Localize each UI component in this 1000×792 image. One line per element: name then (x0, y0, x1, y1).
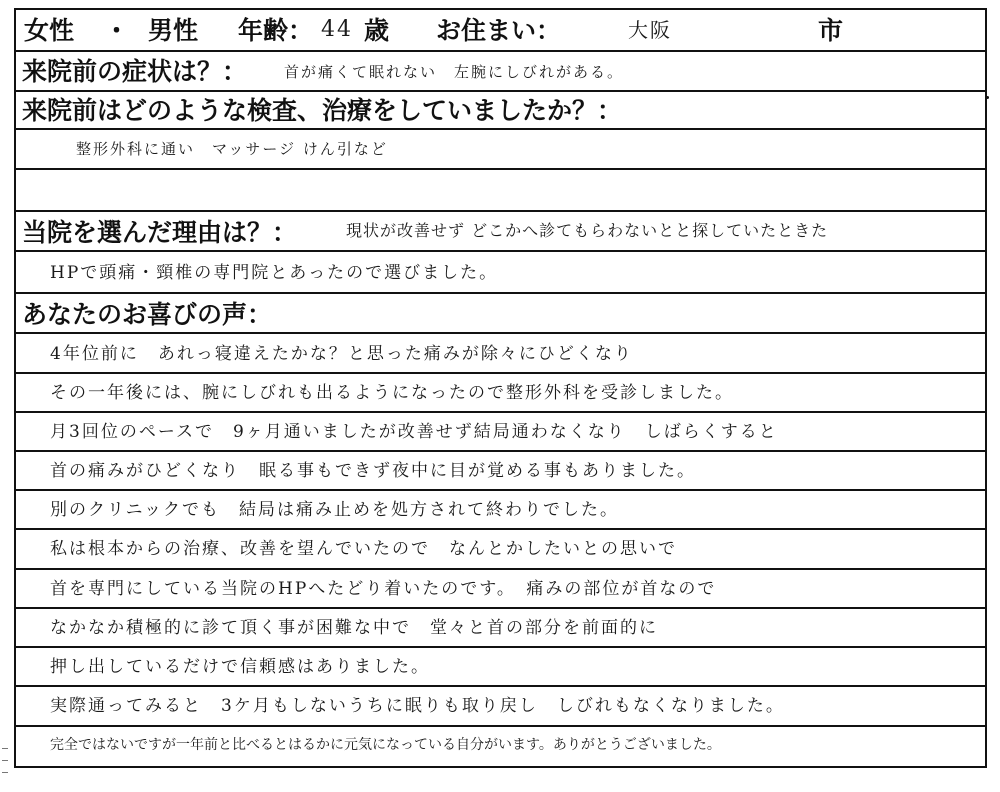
reason-row (16, 212, 985, 252)
voice-line-row (16, 570, 985, 609)
treatment-row (16, 92, 985, 130)
female-label: 女性 (24, 16, 75, 45)
reason-answer-row2 (16, 252, 985, 294)
voice-line: 実際通ってみると 3ケ月もしないうちに眠りも取り戻し しびれもなくなりました。 (50, 696, 785, 716)
treatment-answer-line2 (16, 170, 985, 212)
voice-line-row (16, 452, 985, 491)
age-unit: 歳 (364, 16, 390, 45)
separator-dot: ・ (104, 16, 130, 45)
reason-question: 当院を選んだ理由は？： (22, 218, 298, 247)
voice-line: 押し出しているだけで信頼感はありました。 (50, 657, 430, 677)
voice-line-row (16, 727, 985, 765)
voice-line-row (16, 648, 985, 687)
voice-line: 完全ではないですが一年前と比べるとはるかに元気になっている自分がいます。ありがとうございました。 (50, 737, 721, 753)
voice-line-row (16, 491, 985, 530)
symptoms-question: 来院前の症状は？： (22, 57, 248, 86)
testimonial-form (14, 8, 987, 768)
symptoms-row (16, 52, 985, 92)
header-row (16, 10, 985, 52)
voice-line: 首の痛みがひどくなり 眠る事もできず夜中に目が覚める事もありました。 (50, 461, 696, 481)
reason-answer-line2: HPで頭痛・頸椎の専門院とあったので選びました。 (50, 263, 499, 283)
age-label: 年齢： (238, 16, 314, 45)
male-label: 男性 (148, 16, 199, 45)
voice-line: なかなか積極的に診て頂く事が困難な中で 堂々と首の部分を前面的に (50, 618, 658, 638)
residence-value: 大阪 (628, 18, 672, 42)
city-unit: 市 (818, 16, 844, 45)
voice-line-row (16, 687, 985, 727)
voice-line-row (16, 334, 985, 374)
voice-heading-row (16, 294, 985, 334)
scan-edge-mark (2, 772, 8, 773)
voice-line: 私は根本からの治療、改善を望んでいたので なんとかしたいとの思いで (50, 539, 677, 559)
voice-line-row (16, 530, 985, 570)
voice-line-row (16, 609, 985, 648)
age-value: 44 (321, 17, 353, 42)
treatment-answer: 整形外科に通い マッサージ けん引など (76, 140, 388, 158)
voice-line: 首を専門にしている当院のHPへたどり着いたのです。 痛みの部位が首なので (50, 579, 717, 599)
voice-line-row (16, 374, 985, 413)
voice-line: 4年位前に あれっ寝違えたかな？と思った痛みが除々にひどくなり (50, 344, 633, 364)
scan-edge-mark (2, 760, 8, 761)
voice-line: その一年後には、腕にしびれも出るようになったので整形外科を受診しました。 (50, 383, 734, 403)
scan-edge-mark (2, 748, 8, 749)
voice-line: 月3回位のペースで 9ヶ月通いましたが改善せず結局通わなくなり しばらくすると (50, 422, 778, 442)
voice-line: 別のクリニックでも 結局は痛み止めを処方されて終わりでした。 (50, 500, 619, 520)
stray-mark (986, 96, 989, 99)
treatment-question: 来院前はどのような検査、治療をしていましたか？： (22, 96, 623, 125)
voice-line-row (16, 413, 985, 452)
treatment-answer-line1 (16, 130, 985, 170)
symptoms-answer: 首が痛くて眠れない 左腕にしびれがある。 (284, 63, 625, 81)
residence-label: お住まい： (436, 16, 562, 45)
reason-answer-line1: 現状が改善せず どこかへ診てもらわないとと探していたときた (346, 221, 829, 240)
voice-question: あなたのお喜びの声： (22, 300, 273, 329)
